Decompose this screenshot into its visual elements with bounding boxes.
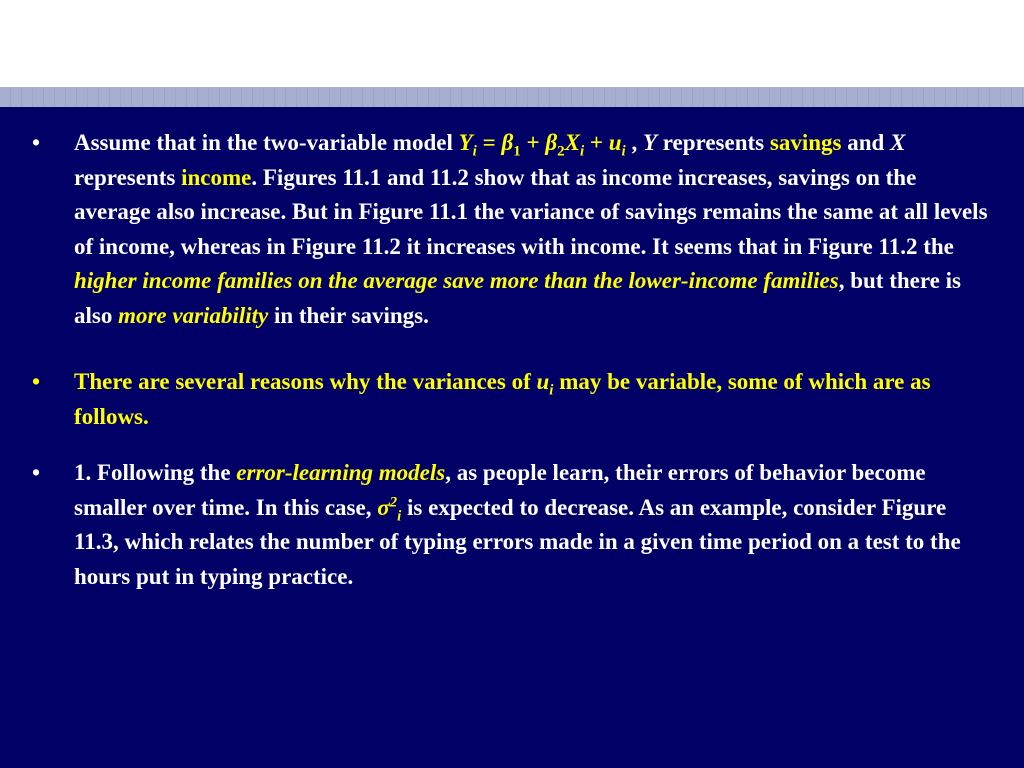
text-span: represents <box>657 130 770 155</box>
text-span: 1. Following the <box>74 460 237 485</box>
model-equation <box>458 130 626 160</box>
sigma-symbol: σ <box>377 494 390 520</box>
highlight-error-learning-models: error-learning models <box>236 460 446 485</box>
top-white-band <box>0 0 1024 87</box>
bullet-list <box>32 126 992 594</box>
text-span: . Figures 11.1 and 11.2 show that as income increases, savings on the average also increase. But in Figure 11.1 the variance of savings remains the same at all levels of income, whereas in Figure 11.2 it increases with income. It seems that in Figure 11.2 the <box>74 164 988 259</box>
highlight-income: income <box>181 164 252 190</box>
text-span: in their savings. <box>268 302 429 328</box>
text-span: , <box>625 130 643 155</box>
sigma-sup: 2 <box>389 493 398 510</box>
highlight-more-variability: more variability <box>118 302 269 328</box>
var-u: u <box>536 369 550 394</box>
eq-x: X <box>564 130 580 155</box>
var-y: Y <box>642 130 658 155</box>
text-span: may be variable, some of which are as follows. <box>74 369 931 429</box>
sigma-squared <box>377 493 402 525</box>
eq-sub: i <box>579 143 585 160</box>
bullet-model-assumption <box>32 126 992 333</box>
eq-sub: i <box>621 143 626 160</box>
eq-beta: β <box>545 130 558 155</box>
highlight-savings: savings <box>769 130 842 155</box>
header-stripe <box>0 87 1024 107</box>
highlight-higher-income: higher income families on the average save more than the lower-income families <box>74 268 839 293</box>
eq-beta: β <box>501 130 514 155</box>
eq-y: Y <box>458 130 473 155</box>
eq-plus: + <box>520 130 546 155</box>
text-span: represents <box>74 164 182 190</box>
eq-equals: = <box>476 130 502 155</box>
eq-plus: + <box>584 130 609 155</box>
text-span: , as people learn, their errors of behavior become smaller over time. In this case, <box>74 460 926 520</box>
sigma-sub: i <box>397 508 402 525</box>
var-sub: i <box>549 382 554 399</box>
text-span: There are several reasons why the variances of <box>74 369 537 394</box>
text-span: is expected to decrease. As an example, consider Figure 11.3, which relates the number of typing errors made in a given time period on a test to the hours put in typing practice. <box>74 494 961 589</box>
bullet-error-learning <box>32 456 992 594</box>
bullet-reasons <box>32 365 992 434</box>
text-span: Assume that in the two-variable model <box>74 130 459 155</box>
eq-u: u <box>608 130 622 155</box>
text-span: , but there is also <box>74 268 961 328</box>
eq-sub: 1 <box>513 143 521 160</box>
eq-sub: i <box>472 143 477 160</box>
var-x: X <box>890 130 906 155</box>
eq-sub: 2 <box>557 143 565 160</box>
text-span: and <box>841 130 891 155</box>
